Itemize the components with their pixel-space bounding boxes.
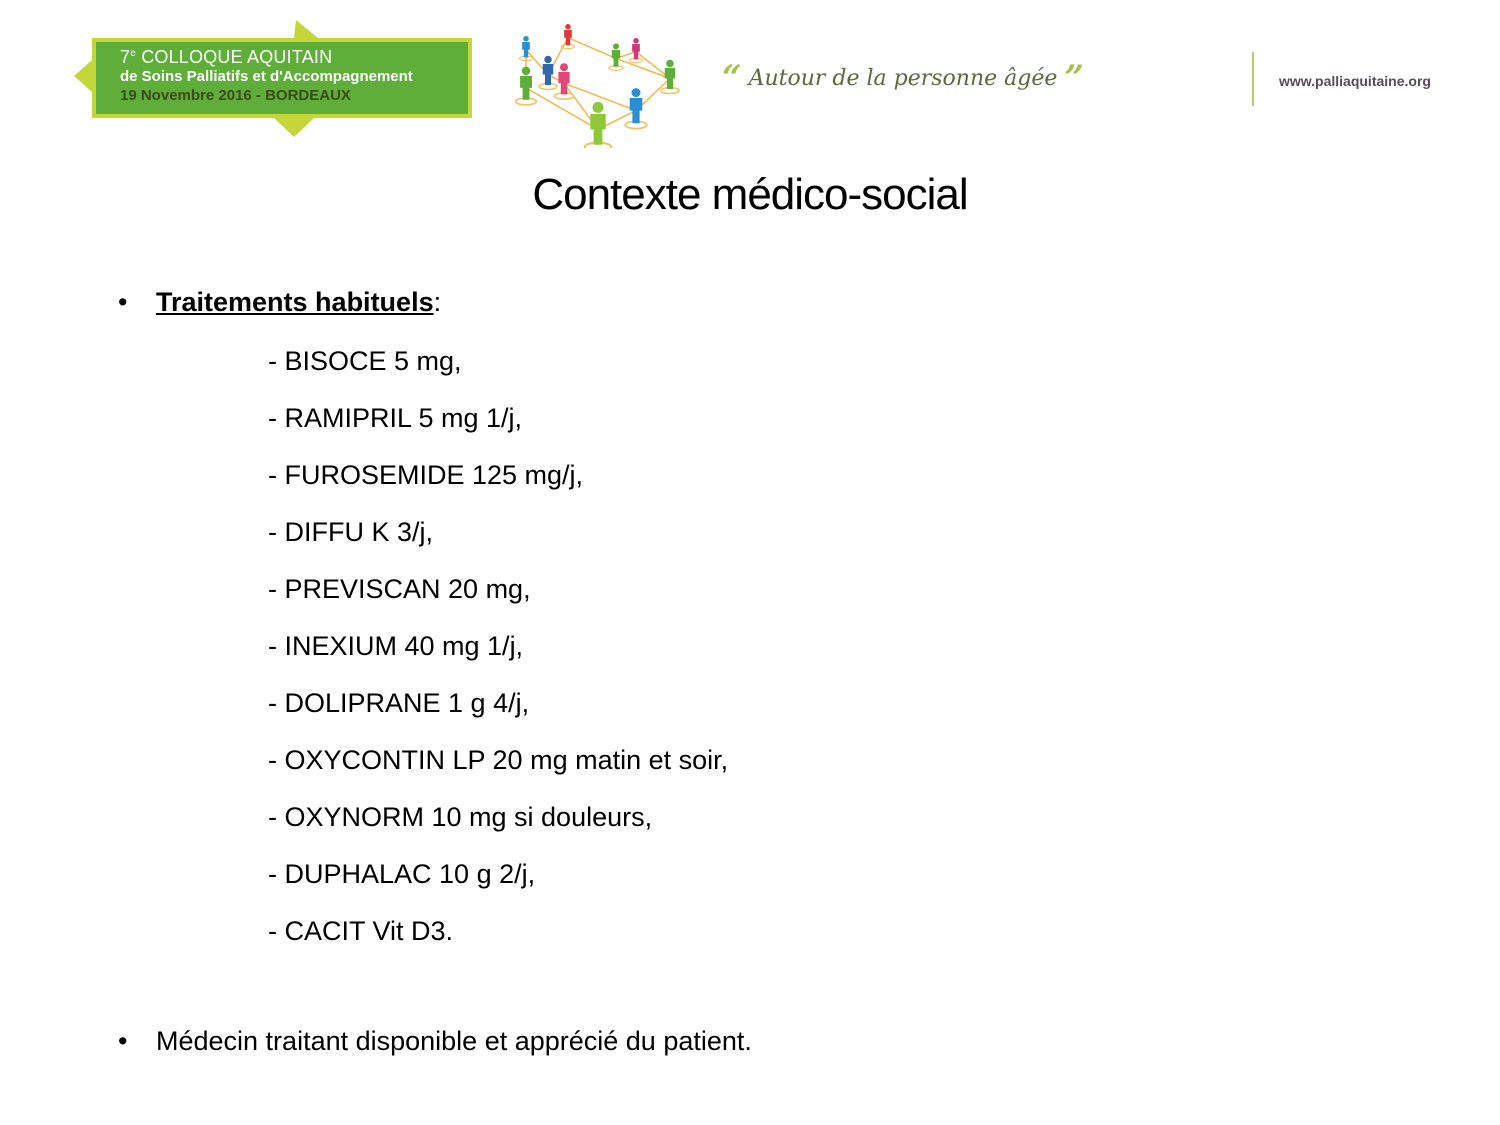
people-network-icon <box>508 18 698 148</box>
person-icon <box>519 36 532 61</box>
bullet-symbol: • <box>118 1026 128 1056</box>
people-network-illustration <box>508 18 698 148</box>
person-icon <box>539 56 557 90</box>
tagline <box>722 58 1084 98</box>
slide-title: Contexte médico-social <box>532 170 968 219</box>
colloque-logo <box>74 20 476 138</box>
slide-header <box>0 0 1500 150</box>
list-item: - BISOCE 5 mg, <box>268 346 462 376</box>
network-link <box>616 58 670 78</box>
tagline-text: Autour de la personne âgée <box>748 66 1058 91</box>
website-link[interactable]: www.palliaquitaine.org <box>1279 73 1431 89</box>
network-link <box>568 38 616 59</box>
list-item: - OXYCONTIN LP 20 mg matin et soir, <box>268 745 729 775</box>
colloque-text <box>120 48 413 103</box>
bullet-treatments <box>118 287 441 318</box>
list-item: - RAMIPRIL 5 mg 1/j, <box>268 403 523 433</box>
list-item: - FUROSEMIDE 125 mg/j, <box>268 460 584 490</box>
list-item: - CACIT Vit D3. <box>268 916 454 946</box>
person-icon <box>554 63 573 99</box>
colloque-subtitle: de Soins Palliatifs et d'Accompagnement <box>120 68 413 85</box>
list-item: - DIFFU K 3/j, <box>268 517 434 547</box>
list-item: - PREVISCAN 20 mg, <box>268 574 531 604</box>
heading-colon: : <box>433 287 442 317</box>
open-quote: “ <box>722 58 742 98</box>
colloque-title: 7e COLLOQUE AQUITAIN <box>120 47 333 67</box>
treatments-heading: Traitements habituels <box>156 287 434 317</box>
treatments-list <box>268 343 728 970</box>
bullet-symbol: • <box>118 287 128 317</box>
list-item: - DUPHALAC 10 g 2/j, <box>268 859 536 889</box>
colloque-city: BORDEAUX <box>265 87 351 104</box>
bullet-doctor <box>118 1026 752 1057</box>
person-icon <box>629 38 642 63</box>
colloque-date: 19 Novembre 2016 - BORDEAUX <box>120 87 351 104</box>
close-quote: ” <box>1064 58 1084 98</box>
doctor-text: Médecin traitant disponible et apprécié du patient. <box>156 1026 752 1056</box>
header-divider <box>1252 52 1254 106</box>
list-item: - OXYNORM 10 mg si douleurs, <box>268 802 653 832</box>
list-item: - DOLIPRANE 1 g 4/j, <box>268 688 530 718</box>
person-icon <box>561 24 574 49</box>
list-item: - INEXIUM 40 mg 1/j, <box>268 631 524 661</box>
person-icon <box>516 67 536 105</box>
